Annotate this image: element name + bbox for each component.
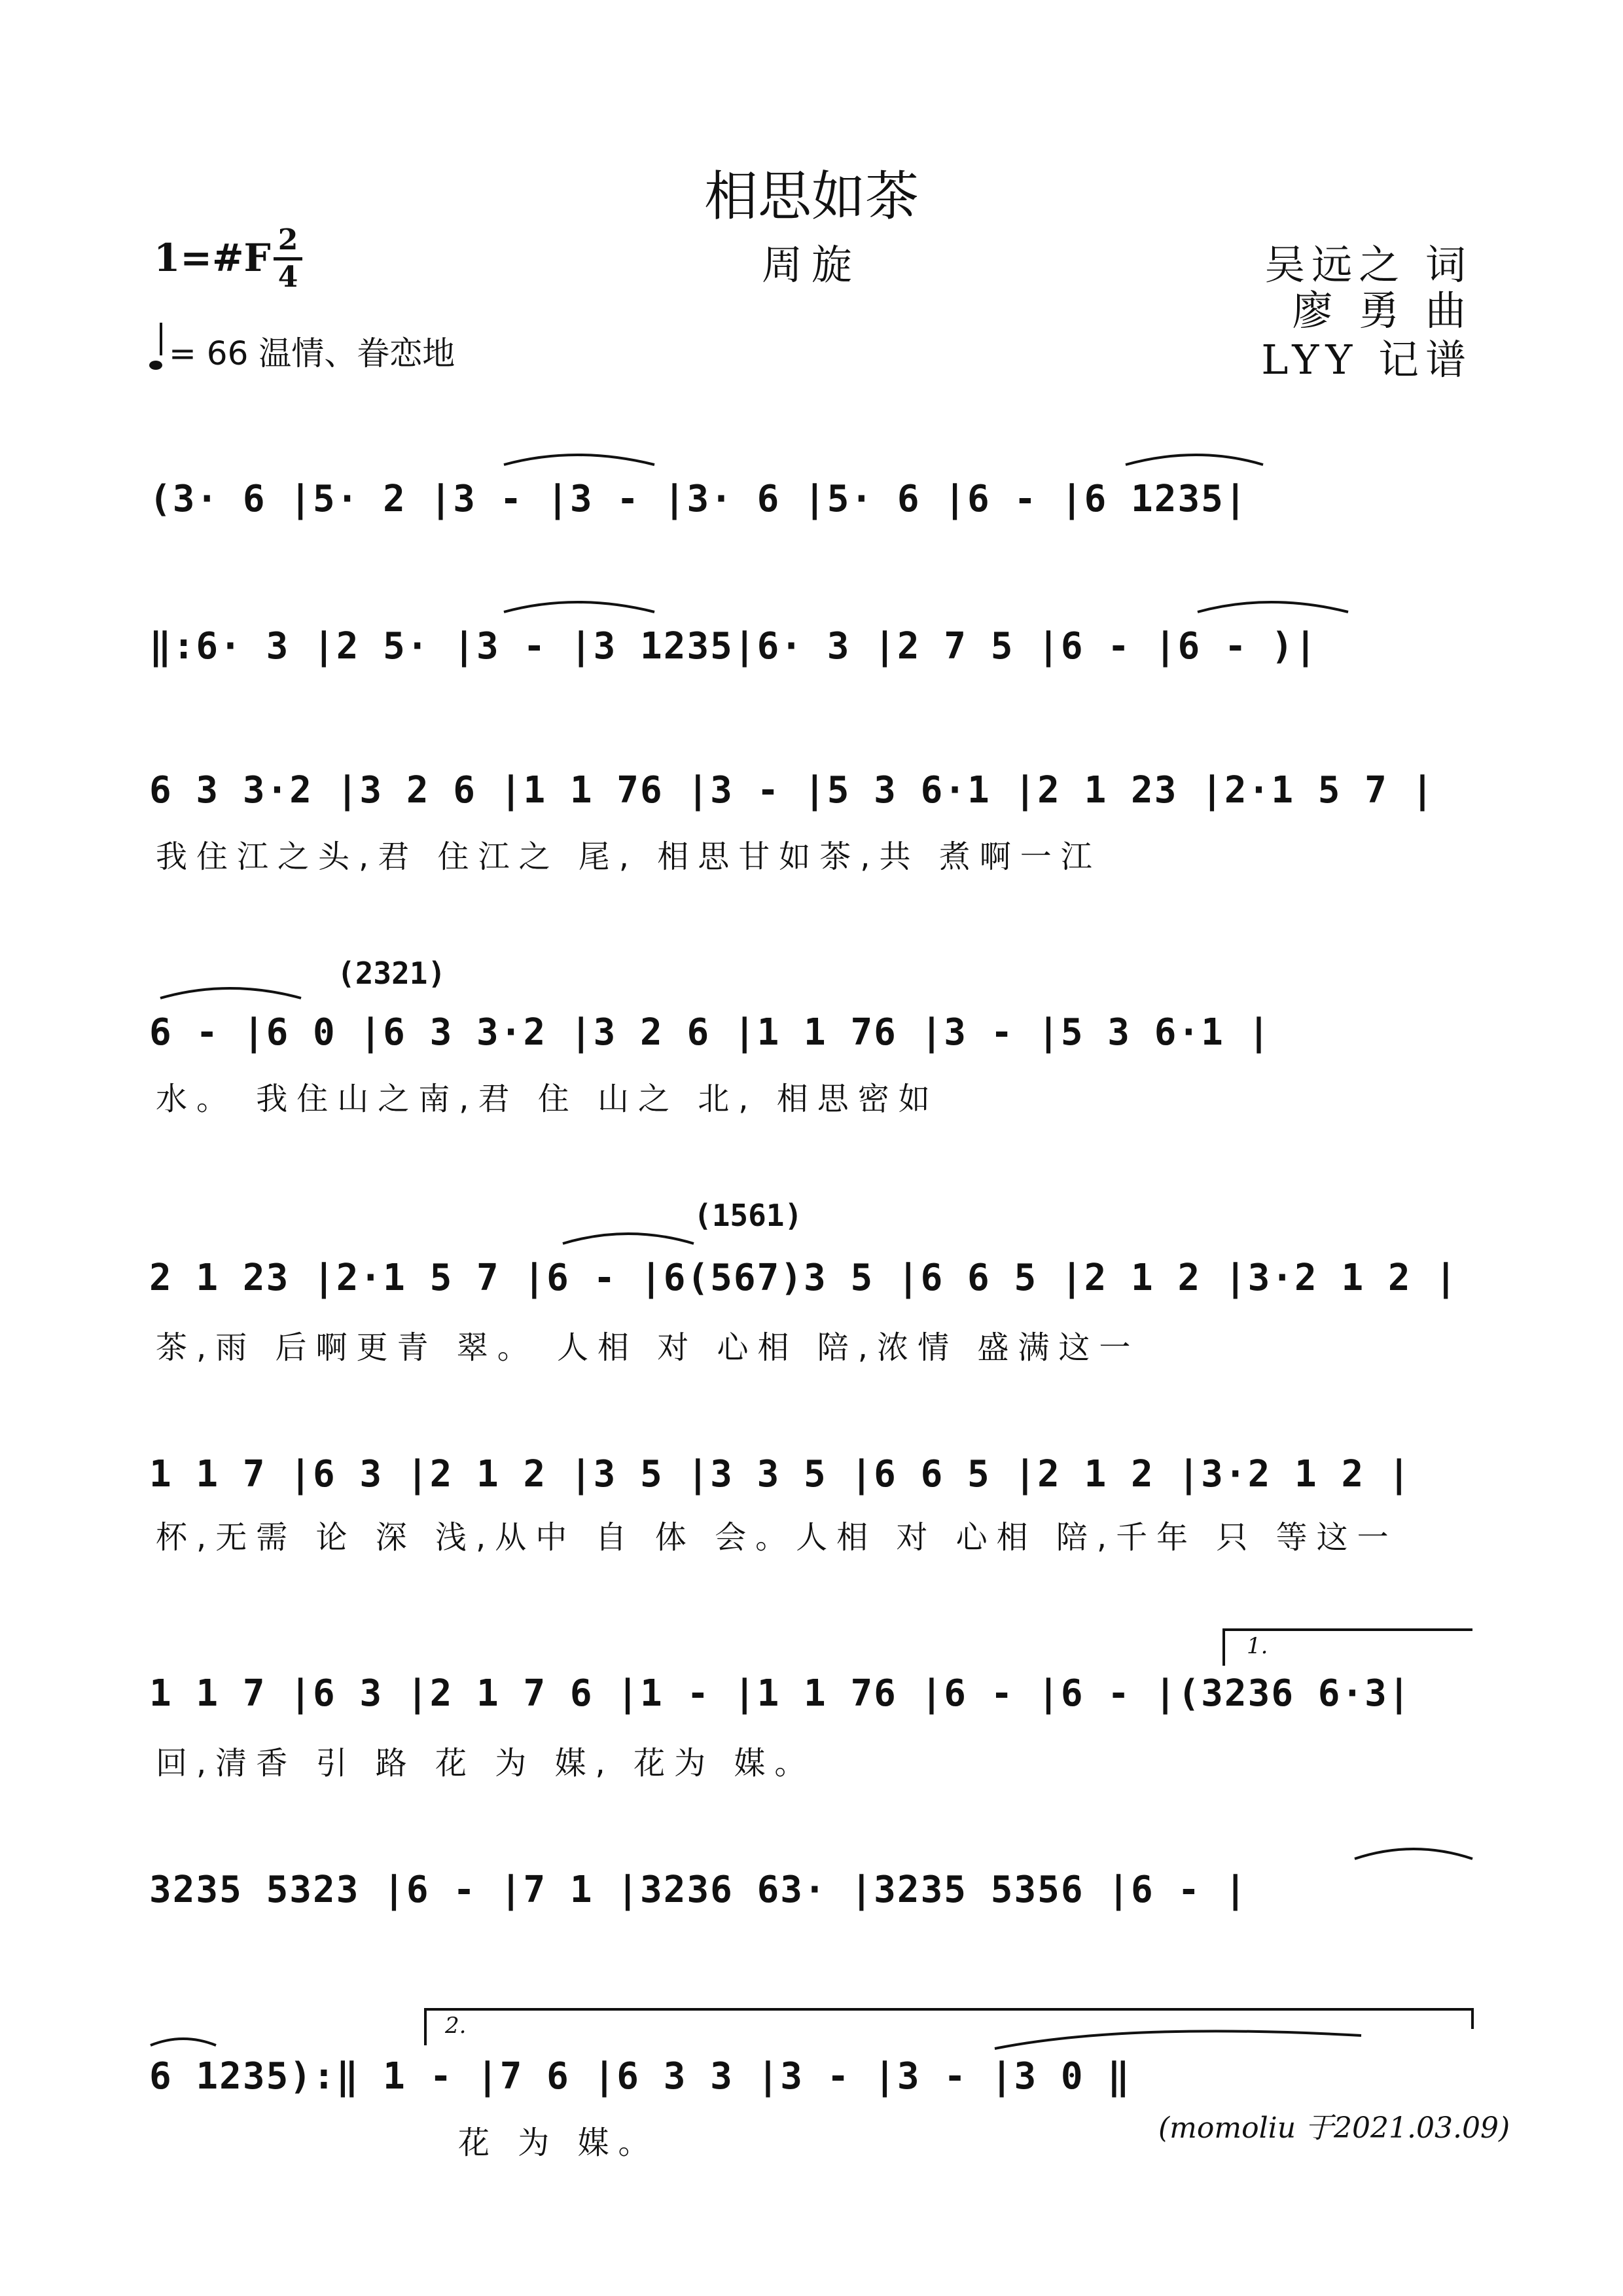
notation-line-5: 2 1 23 |2·1 5 7 |6 - |6(567)3 5 |6 6 5 |2 1 2 |3·2 1 2 | <box>149 1257 1459 1299</box>
transcriber-signature: (momoliu 于2021.03.09) <box>1158 2111 1510 2145</box>
song-title: 相思如茶 <box>704 166 919 228</box>
interlude-marking-1: (2321) <box>337 956 446 991</box>
lyrics-line-6: 杯,无需 论 深 浅,从中 自 体 会。人相 对 心相 陪,千年 只 等这一 <box>156 1519 1398 1556</box>
lyrics-line-5: 茶,雨 后啊更青 翠。 人相 对 心相 陪,浓情 盛满这一 <box>156 1329 1140 1366</box>
tempo-text: = 66 温情、眷恋地 <box>169 334 455 372</box>
lyrics-line-4: 水。 我住山之南,君 住 山之 北, 相思密如 <box>156 1081 939 1117</box>
notation-line-9: 6 1235):‖ 1 - |7 6 |6 3 3 |3 - |3 - |3 0 ‖ <box>149 2055 1132 2098</box>
notation-line-3: 6 3 3·2 |3 2 6 |1 1 76 |3 - |5 3 6·1 |2 1 23 |2·1 5 7 | <box>149 769 1435 812</box>
notation-line-8: 3235 5323 |6 - |7 1 |3236 63· |3235 5356 |6 - | <box>149 1869 1248 1911</box>
meter-top: 2 <box>277 223 298 257</box>
slur-mark <box>1198 602 1348 612</box>
volta-2-label: 2. <box>445 2013 467 2039</box>
notation-line-6: 1 1 7 |6 3 |2 1 2 |3 5 |3 3 5 |6 6 5 |2 1 2 |3·2 1 2 | <box>149 1453 1412 1496</box>
volta-1-label: 1. <box>1247 1633 1268 1659</box>
slur-mark <box>504 455 654 465</box>
transcriber-credit: LYY 记谱 <box>1261 336 1472 384</box>
volta-bracket <box>425 2009 1472 2045</box>
volta-bracket <box>1224 1630 1472 1666</box>
notation-line-2: ‖:6· 3 |2 5· |3 - |3 1235|6· 3 |2 7 5 |6 - |6 - )| <box>149 625 1318 668</box>
meter-bottom: 4 <box>277 260 298 294</box>
lyrics-line-9: 花 为 媒。 <box>458 2125 659 2161</box>
slur-mark <box>995 2031 1361 2049</box>
slur-mark <box>151 2039 216 2045</box>
singer-name: 周旋 <box>761 241 861 289</box>
slur-mark <box>504 602 654 612</box>
notation-line-7: 1 1 7 |6 3 |2 1 7 6 |1 - |1 1 76 |6 - |6 - |(3236 6·3| <box>149 1672 1412 1715</box>
lyricist-credit: 吴远之 词 <box>1264 241 1472 289</box>
slur-mark <box>1355 1849 1472 1859</box>
interlude-marking-2: (1561) <box>694 1198 803 1233</box>
slur-mark <box>1126 455 1263 465</box>
key-signature: 1=#F <box>154 236 271 280</box>
notation-line-4: 6 - |6 0 |6 3 3·2 |3 2 6 |1 1 76 |3 - |5 3 6·1 | <box>149 1011 1272 1054</box>
slur-mark <box>160 988 301 998</box>
slur-mark <box>563 1234 694 1244</box>
lyrics-line-7: 回,清香 引 路 花 为 媒, 花为 媒。 <box>156 1745 815 1782</box>
notation-line-1: (3· 6 |5· 2 |3 - |3 - |3· 6 |5· 6 |6 - |6 1235| <box>149 478 1248 520</box>
lyrics-line-3: 我住江之头,君 住江之 尾, 相思甘如茶,共 煮啊一江 <box>156 838 1101 875</box>
composer-credit: 廖 勇 曲 <box>1292 287 1472 334</box>
